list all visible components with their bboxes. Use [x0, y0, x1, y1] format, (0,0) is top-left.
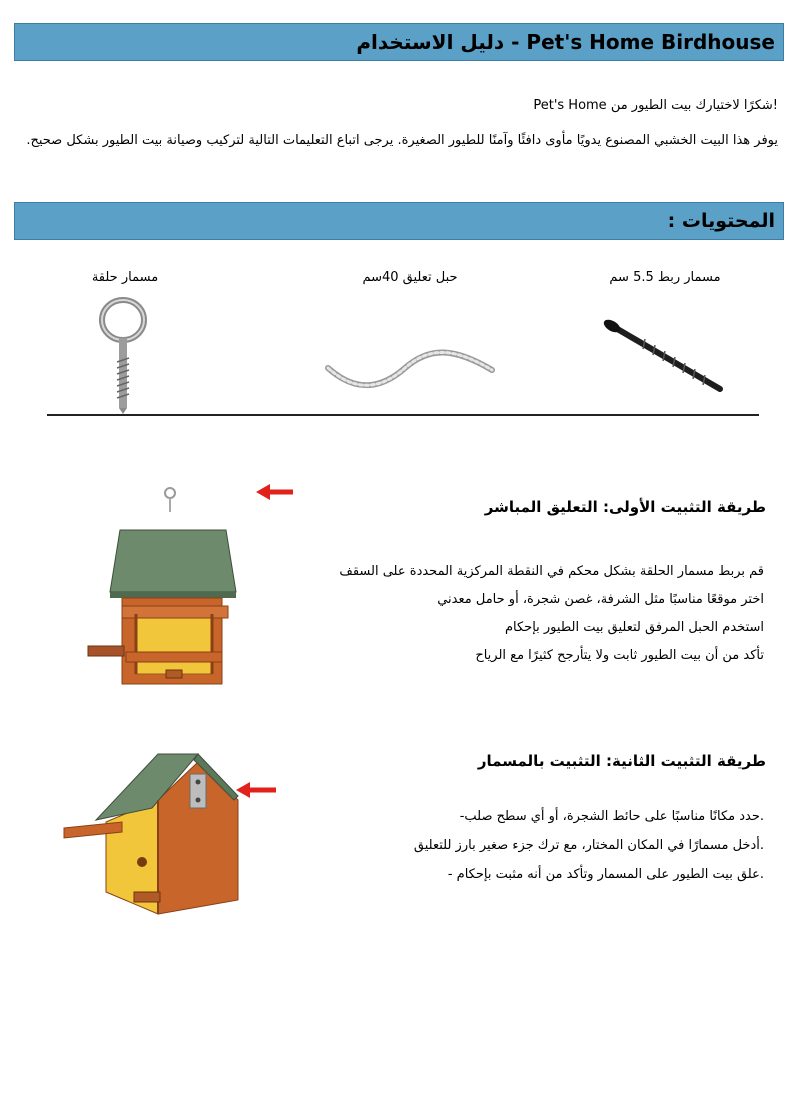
list-item: .علق بيت الطيور على المسمار وتأكد من أنه مثبت بإحكام - [447, 867, 764, 882]
intro-thanks: !شكرًا لاختيارك بيت الطيور من Pet's Home [533, 98, 778, 113]
page-title: Pet's Home Birdhouse - دليل الاستخدام [14, 23, 784, 61]
intro-description: يوفر هذا البيت الخشبي المصنوع يدويًا مأوى دافئًا وآمنًا للطيور الصغيرة. يرجى اتباع التعليمات التالية لتركيب وصيانة بيت الطيور بشكل صحيح. [26, 133, 778, 148]
list-item: اختر موقعًا مناسبًا مثل الشرفة، غصن شجرة، أو حامل معدني [437, 592, 764, 607]
eye-screw-icon [93, 298, 153, 414]
screw-icon [600, 315, 730, 395]
contents-heading: المحتويات : [14, 202, 784, 240]
rope-icon [325, 350, 495, 390]
list-item: قم بربط مسمار الحلقة بشكل محكم في النقطة المركزية المحددة على السقف [339, 564, 764, 579]
eye-screw-label: مسمار حلقة [91, 270, 159, 285]
screw-label: مسمار ربط 5.5 سم [609, 270, 721, 285]
method2-steps [414, 802, 764, 889]
method1-steps [339, 558, 764, 670]
contents-divider [47, 414, 759, 416]
list-item: .حدد مكانًا مناسبًا على حائط الشجرة، أو أي سطح صلب- [459, 809, 764, 824]
list-item: تأكد من أن بيت الطيور ثابت ولا يتأرجح كثيرًا مع الرياح [475, 648, 764, 663]
hanging-birdhouse-illustration [86, 484, 301, 689]
rope-label: حبل تعليق 40سم [362, 270, 458, 285]
list-item: استخدم الحبل المرفق لتعليق بيت الطيور بإحكام [504, 620, 764, 635]
list-item: .أدخل مسمارًا في المكان المختار، مع ترك جزء صغير بارز للتعليق [413, 838, 764, 853]
method2-title: طريقة التثبيت الثانية: التثبيت بالمسمار [477, 752, 766, 770]
method1-title: طريقة التثبيت الأولى: التعليق المباشر [484, 498, 766, 516]
wall-mounted-birdhouse-illustration [62, 752, 282, 914]
